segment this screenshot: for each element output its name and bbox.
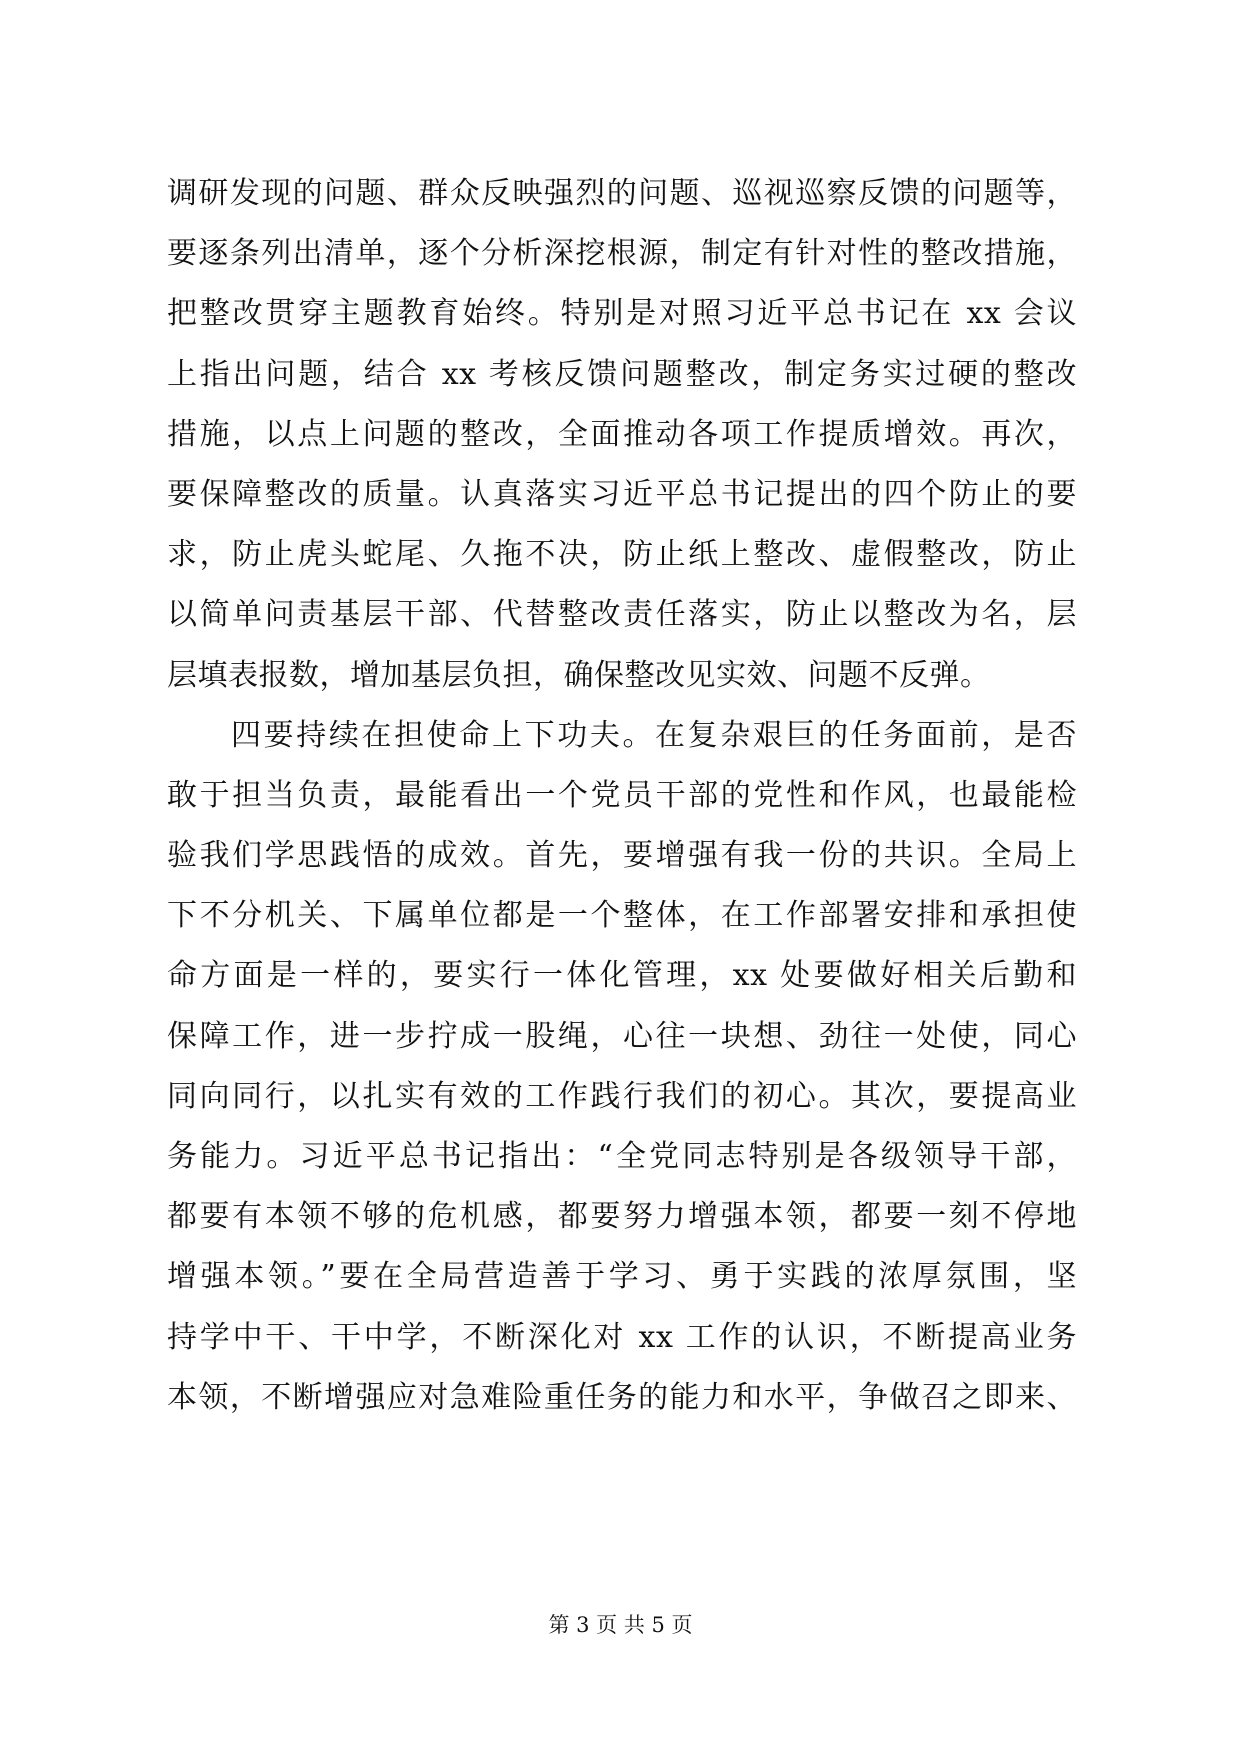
body-text — [167, 164, 1077, 1428]
paragraph-2-line-4: 下不分机关、下属单位都是一个整体，在工作部署安排和承担使 — [167, 898, 1077, 934]
page-footer — [0, 1610, 1241, 1640]
paragraph-1-line-2: 要逐条列出清单，逐个分析深挖根源，制定有针对性的整改措施， — [167, 236, 1077, 272]
paragraph-2-line-3: 验我们学思践悟的成效。首先，要增强有我一份的共识。全局上 — [167, 838, 1077, 874]
page-number-label: 第 3 页 共 5 页 — [548, 1613, 693, 1637]
paragraph-1-line-5: 措施，以点上问题的整改，全面推动各项工作提质增效。再次， — [167, 416, 1077, 452]
paragraph-2-line-6: 保障工作，进一步拧成一股绳，心往一块想、劲往一处使，同心 — [167, 1018, 1077, 1054]
paragraph-2-line-12: 本领，不断增强应对急难险重任务的能力和水平，争做召之即来、 — [167, 1379, 1077, 1415]
paragraph-1-line-4: 上指出问题，结合 xx 考核反馈问题整改，制定务实过硬的整改 — [167, 356, 1077, 392]
paragraph-2-line-2: 敢于担当负责，最能看出一个党员干部的党性和作风，也最能检 — [167, 777, 1077, 813]
paragraph-2-line-7: 同向同行，以扎实有效的工作践行我们的初心。其次，要提高业 — [167, 1078, 1077, 1114]
paragraph-1-line-8: 以简单问责基层干部、代替整改责任落实，防止以整改为名，层 — [167, 597, 1077, 633]
paragraph-1-line-7: 求，防止虎头蛇尾、久拖不决，防止纸上整改、虚假整改，防止 — [167, 537, 1077, 573]
paragraph-1-line-1: 调研发现的问题、群众反映强烈的问题、巡视巡察反馈的问题等， — [167, 176, 1077, 211]
paragraph-1-line-9: 层填表报数，增加基层负担，确保整改见实效、问题不反弹。 — [167, 657, 991, 693]
paragraph-1-line-3: 把整改贯穿主题教育始终。特别是对照习近平总书记在 xx 会议 — [167, 296, 1077, 332]
paragraph-2-line-8: 务能力。习近平总书记指出：“全党同志特别是各级领导干部， — [167, 1139, 1077, 1174]
paragraph-2-line-10: 增强本领。”要在全局营造善于学习、勇于实践的浓厚氛围，坚 — [167, 1259, 1077, 1295]
paragraph-1-line-6: 要保障整改的质量。认真落实习近平总书记提出的四个防止的要 — [167, 476, 1077, 512]
paragraph-2-line-9: 都要有本领不够的危机感，都要努力增强本领，都要一刻不停地 — [167, 1199, 1077, 1235]
paragraph-2-line-11: 持学中干、干中学，不断深化对 xx 工作的认识，不断提高业务 — [167, 1319, 1077, 1355]
paragraph-2-line-5: 命方面是一样的，要实行一体化管理，xx 处要做好相关后勤和 — [167, 958, 1077, 994]
paragraph-2-line-1: 四要持续在担使命上下功夫。在复杂艰巨的任务面前，是否 — [231, 717, 1077, 753]
